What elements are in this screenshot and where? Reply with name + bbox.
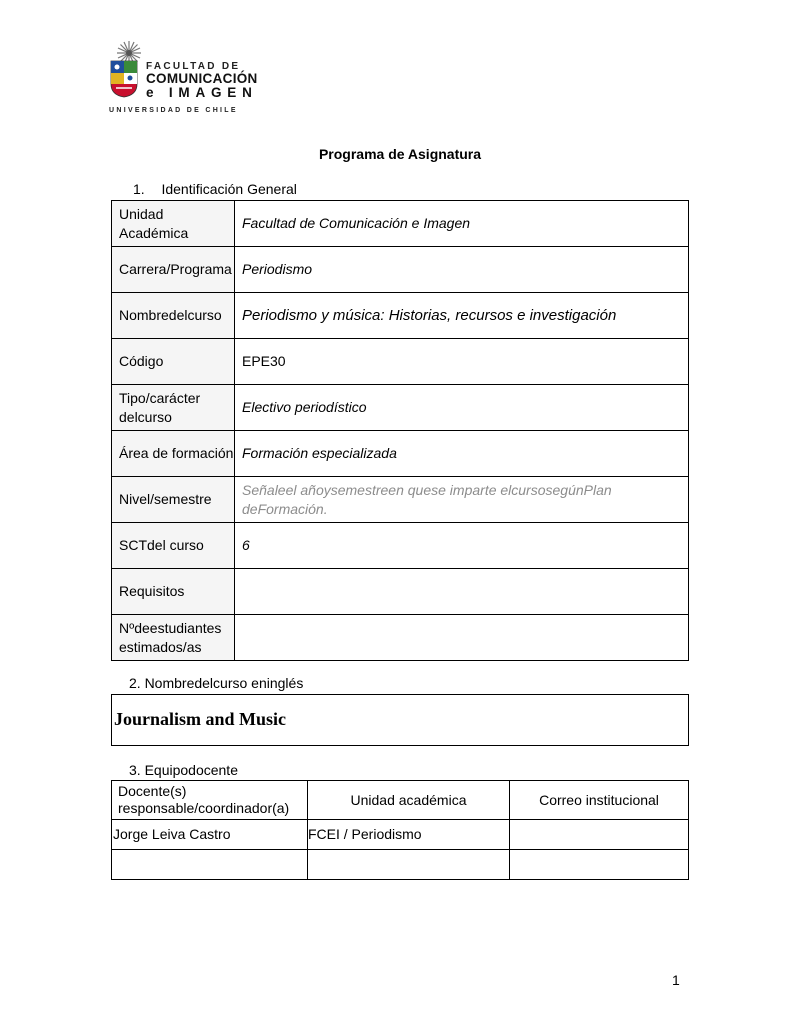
row-value: EPE30 <box>235 339 689 385</box>
shield-icon <box>110 60 138 98</box>
table-row <box>112 615 689 661</box>
section-2-heading: 2. Nombredelcurso eninglés <box>129 675 304 691</box>
row-label: Área de formación <box>112 431 235 477</box>
table-row <box>112 820 689 850</box>
section-1-title: Identificación General <box>161 181 297 197</box>
row-value: Periodismo <box>235 247 689 293</box>
row-label: Nivel/semestre <box>112 477 235 523</box>
table-row <box>112 339 689 385</box>
identification-table <box>111 200 689 661</box>
teaching-team-table <box>111 780 689 880</box>
row-value: Señaleel añoysemestreen quese imparte elcursosegúnPlan deFormación. <box>235 477 689 523</box>
row-label: Nºdeestudiantes estimados/as <box>112 615 235 661</box>
page-number: 1 <box>672 972 680 988</box>
logo-line-1: FACULTAD DE <box>146 61 241 72</box>
row-value: 6 <box>235 523 689 569</box>
table-cell <box>112 850 308 880</box>
table-row <box>112 385 689 431</box>
row-label: Carrera/Programa <box>112 247 235 293</box>
table-cell: FCEI / Periodismo <box>308 820 510 850</box>
table-cell <box>308 850 510 880</box>
row-label: Requisitos <box>112 569 235 615</box>
logo-line-2: COMUNICACIÓN <box>146 71 258 86</box>
table-row <box>112 247 689 293</box>
logo-line-4: UNIVERSIDAD DE CHILE <box>109 107 238 114</box>
table-row <box>112 201 689 247</box>
table-cell <box>510 850 689 880</box>
table-row <box>112 523 689 569</box>
table-row <box>112 569 689 615</box>
section-1-heading <box>133 181 297 197</box>
logo-line-3: e IMAGEN <box>146 85 258 100</box>
column-header: Correo institucional <box>510 781 689 820</box>
table-row <box>112 431 689 477</box>
row-value <box>235 569 689 615</box>
row-value: Facultad de Comunicación e Imagen <box>235 201 689 247</box>
table-cell: Jorge Leiva Castro <box>112 820 308 850</box>
table-row <box>112 850 689 880</box>
row-value: Formación especializada <box>235 431 689 477</box>
row-label: Código <box>112 339 235 385</box>
row-label: Nombredelcurso <box>112 293 235 339</box>
row-label: Unidad Académica <box>112 201 235 247</box>
table-cell <box>510 820 689 850</box>
english-course-name: Journalism and Music <box>114 709 287 729</box>
column-header: Docente(s) responsable/coordinador(a) <box>112 781 308 820</box>
row-value <box>235 615 689 661</box>
column-header: Unidad académica <box>308 781 510 820</box>
row-value: Electivo periodístico <box>235 385 689 431</box>
faculty-logo <box>108 40 258 118</box>
row-value: Periodismo y música: Historias, recursos e investigación <box>235 293 689 339</box>
table-header-row <box>112 781 689 820</box>
row-label: SCTdel curso <box>112 523 235 569</box>
document-title: Programa de Asignatura <box>318 146 482 162</box>
section-1-number: 1. <box>133 181 145 197</box>
table-row <box>112 293 689 339</box>
english-name-box <box>111 694 689 746</box>
row-label: Tipo/carácter delcurso <box>112 385 235 431</box>
table-row <box>112 477 689 523</box>
section-3-heading: 3. Equipodocente <box>129 762 238 778</box>
